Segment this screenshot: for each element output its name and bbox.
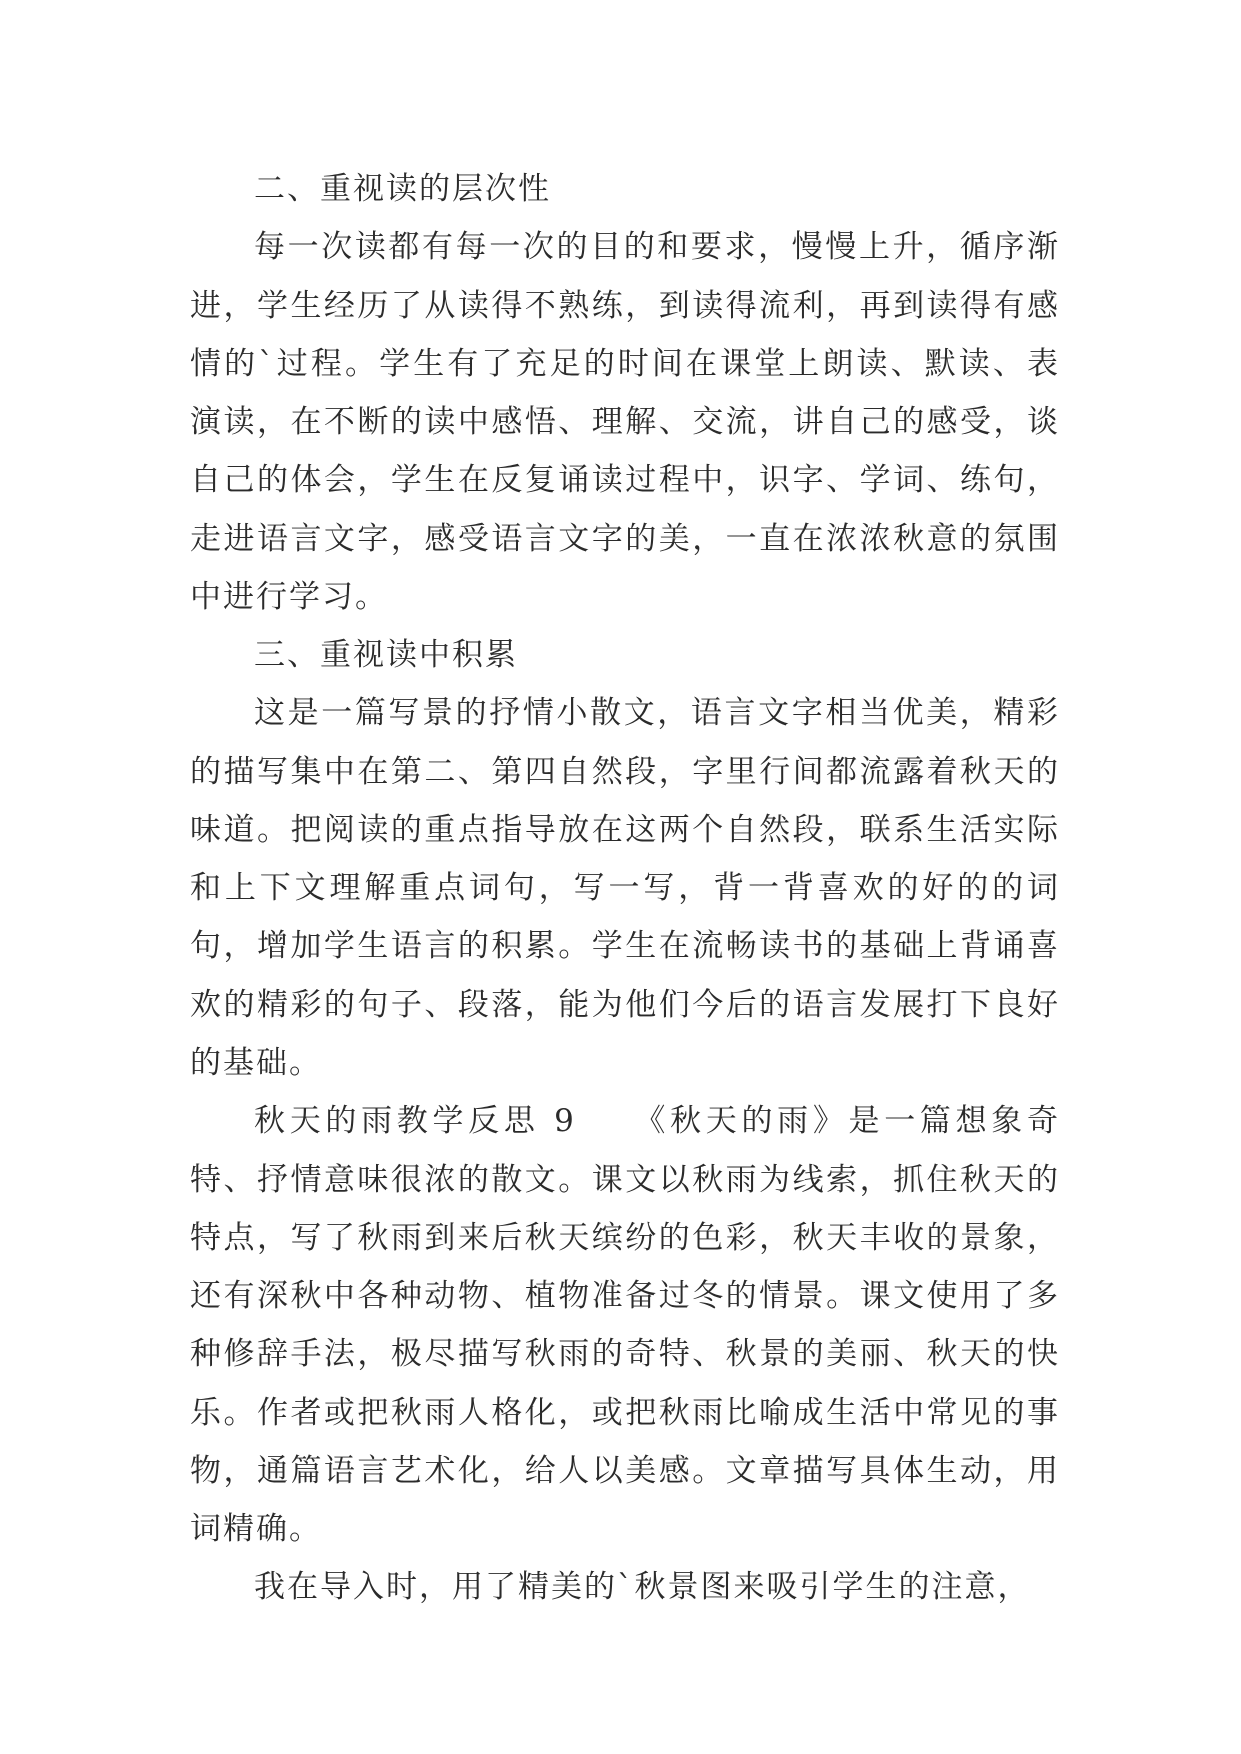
paragraph-reading-accumulation: 这是一篇写景的抒情小散文，语言文字相当优美，精彩的描写集中在第二、第四自然段，字里行间都流露着秋天的味道。把阅读的重点指导放在这两个自然段，联系生活实际和上下文理解重点词句，写一写，背一背喜欢的好的的词句，增加学生语言的积累。学生在流畅读书的基础上背诵喜欢的精彩的句子、段落，能为他们今后的语言发展打下良好的基础。 bbox=[190, 695, 1060, 1081]
paragraph-introduction: 我在导入时，用了精美的`秋景图来吸引学生的注意， bbox=[254, 1569, 1031, 1606]
paragraph-reflection-9: 秋天的雨教学反思 9 《秋天的雨》是一篇想象奇特、抒情意味很浓的散文。课文以秋雨为线索，抓住秋天的特点，写了秋雨到来后秋天缤纷的色彩，秋天丰收的景象，还有深秋中各种动物、植物准备过冬的情景。课文使用了多种修辞手法，极尽描写秋雨的奇特、秋景的美丽、秋天的快乐。作者或把秋雨人格化，或把秋雨比喻成生活中常见的事物，通篇语言艺术化，给人以美感。文章描写具体生动，用词精确。 bbox=[190, 1103, 1060, 1548]
section-heading-reading-accumulation: 三、重视读中积累 bbox=[254, 637, 518, 674]
document-body bbox=[190, 160, 1060, 1617]
section-heading-reading-levels: 二、重视读的层次性 bbox=[254, 171, 551, 207]
paragraph-reading-levels: 每一次读都有每一次的目的和要求，慢慢上升，循序渐进，学生经历了从读得不熟练，到读得流利，再到读得有感情的`过程。学生有了充足的时间在课堂上朗读、默读、表演读，在不断的读中感悟、理解、交流，讲自己的感受，谈自己的体会，学生在反复诵读过程中，识字、学词、练句，走进语言文字，感受语言文字的美，一直在浓浓秋意的氛围中进行学习。 bbox=[190, 229, 1060, 615]
